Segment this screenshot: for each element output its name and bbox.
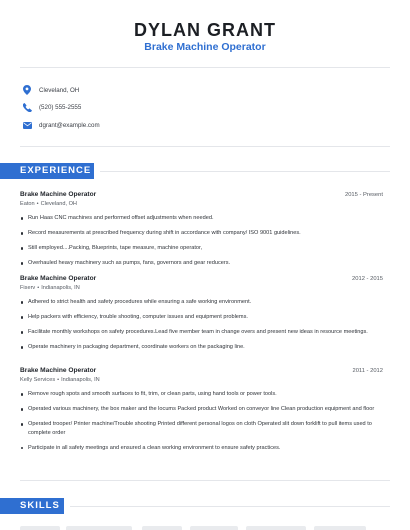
- skill-chip: [142, 526, 182, 530]
- company-location: Indianapolis, IN: [61, 377, 100, 383]
- job-dates: 2011 - 2012: [352, 368, 383, 374]
- experience-entry: [20, 367, 383, 459]
- skill-chip: [66, 526, 132, 530]
- company-location: Cleveland, OH: [40, 201, 77, 207]
- experience-heading-rule: [100, 171, 390, 172]
- bullet-item: Operate machinery in packaging department, coordinate workers on the packaging line.: [20, 343, 383, 352]
- bullet-item: Operated trooper/ Printer machine/Trouble shooting Printed different personal logos on cloth Operated slit down forklift to pull items used to complete order: [20, 420, 383, 437]
- contact-phone-text: (520) 555-2555: [39, 103, 82, 111]
- candidate-name: DYLAN GRANT: [134, 20, 276, 40]
- experience-heading: EXPERIENCE: [0, 163, 94, 179]
- contact-location-text: Cleveland, OH: [39, 86, 80, 94]
- bullet-item: Remove rough spots and smooth surfaces to fit, trim, or clean parts, using hand tools or power tools.: [20, 390, 383, 399]
- candidate-title: Brake Machine Operator: [144, 41, 266, 53]
- email-icon: [22, 120, 32, 130]
- experience-entry: [20, 275, 383, 358]
- job-dates: 2012 - 2015: [352, 276, 383, 282]
- bullet-item: Participate in all safety meetings and ensured a clean working environment to ensure safety practices.: [20, 444, 383, 453]
- experience-entry: [20, 191, 383, 274]
- skill-chip: [314, 526, 366, 530]
- phone-icon: [22, 102, 32, 112]
- company-name: Kelly Services: [20, 377, 56, 383]
- header-divider: [20, 67, 390, 68]
- experience-divider: [20, 480, 390, 481]
- location-pin-icon: [22, 85, 32, 95]
- skills-heading-rule: [70, 506, 390, 507]
- skill-chip: [246, 526, 306, 530]
- job-role: Brake Machine Operator: [20, 191, 97, 198]
- job-role: Brake Machine Operator: [20, 367, 97, 374]
- bullet-item: Help packers with efficiency, trouble shooting, computer issues and equipment problems.: [20, 313, 383, 322]
- bullet-item: Operated various machinery, the box maker and the locums Packed product Worked on conveyor line Clean production equipment and floor: [20, 405, 383, 414]
- job-role: Brake Machine Operator: [20, 275, 97, 282]
- contact-phone: [22, 101, 81, 113]
- contact-divider: [20, 146, 390, 147]
- bullet-item: Record measurements at prescribed frequency during shift in accordance with company/ ISO 9001 guidelines.: [20, 229, 383, 238]
- job-dates: 2015 - Present: [344, 192, 383, 198]
- bullet-item: Overhauled heavy machinery such as pumps, fans, governors and gear reducers.: [20, 259, 383, 268]
- company-name: Fiserv: [20, 285, 36, 291]
- contact-email: [22, 119, 100, 131]
- bullet-item: Run Haas CNC machines and performed offset adjustments when needed.: [20, 214, 383, 223]
- job-bullets: [20, 214, 383, 268]
- job-bullets: [20, 390, 383, 452]
- contact-location: [22, 84, 79, 96]
- company-location: Indianapolis, IN: [41, 285, 80, 291]
- contact-email-text: dgrant@example.com: [39, 121, 100, 129]
- bullet-item: Adhered to strict health and safety procedures while ensuring a safe working environment.: [20, 298, 383, 307]
- bullet-item: Still employed....Packing, Blueprints, tape measure, machine operator,: [20, 244, 383, 253]
- job-company: Fiserv • Indianapolis, IN: [20, 285, 80, 291]
- bullet-item: Facilitate monthly workshops on safety procedures.Lead five member team in change overs and present new ideas in resource meetings.: [20, 328, 383, 337]
- company-name: Eaton: [20, 201, 35, 207]
- skill-chip: [20, 526, 60, 530]
- skills-heading: SKILLS: [0, 498, 64, 514]
- job-bullets: [20, 298, 383, 352]
- job-company: Kelly Services • Indianapolis, IN: [20, 377, 100, 383]
- skill-chip: [190, 526, 238, 530]
- job-company: Eaton • Cleveland, OH: [20, 201, 77, 207]
